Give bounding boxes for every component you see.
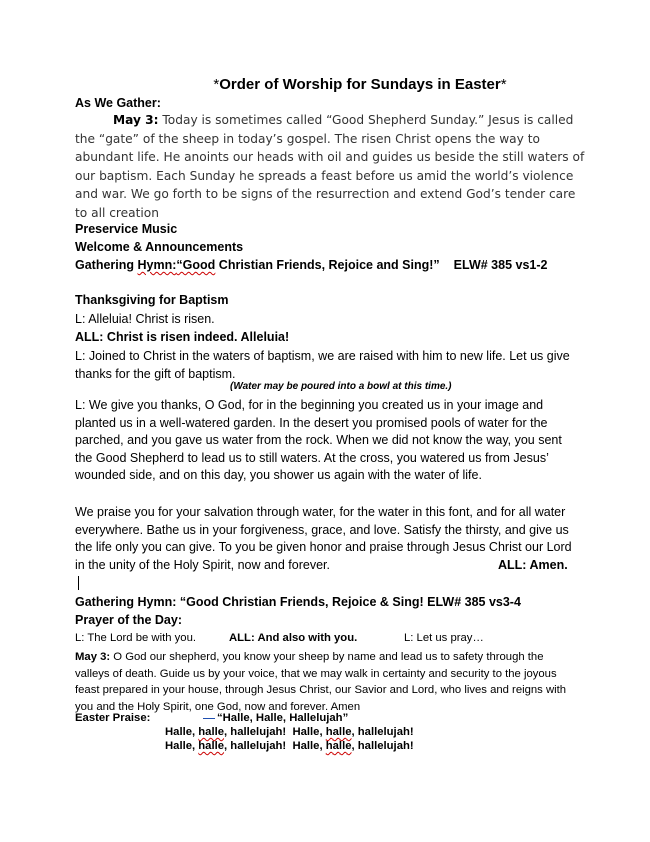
all-response-1: ALL: Christ is risen indeed. Alleluia!	[75, 330, 290, 344]
easter-praise-label: Easter Praise:	[75, 712, 151, 724]
leader-let-us-pray: L: Let us pray…	[404, 632, 484, 644]
all-greeting-response: ALL: And also with you.	[229, 632, 358, 644]
gathering-hymn-2: Gathering Hymn: “Good Christian Friends, Rejoice & Sing! ELW# 385 vs3-4	[75, 595, 521, 609]
leader-greeting: L: The Lord be with you.	[75, 632, 196, 644]
leader-line-1: L: Alleluia! Christ is risen.	[75, 312, 215, 326]
easter-praise-line-2: Halle, halle, hallelujah! Halle, halle, hallelujah!	[165, 740, 414, 752]
text-cursor	[78, 576, 79, 590]
leader-line-2: L: Joined to Christ in the waters of baptism, we are raised with him to new life. Let us give thanks for the gift of baptism.	[75, 349, 570, 381]
preservice-music-heading: Preservice Music	[75, 222, 178, 236]
easter-praise-line-1: Halle, halle, hallelujah! Halle, halle, hallelujah!	[165, 726, 414, 738]
welcome-heading: Welcome & Announcements	[75, 240, 244, 254]
thanksgiving-heading: Thanksgiving for Baptism	[75, 293, 229, 307]
prayer-paragraph: May 3: O God our shepherd, you know your sheep by name and lead us to safety through the valleys of death. Guide us by your voice, that we may walk in certainty and security to the joyous feast prepared in your house, through Jesus Christ, our Savior and Lord, who lives and reigns with you and the Holy Spirit, one God, now and forever. Amen	[75, 651, 567, 713]
as-we-gather-heading: As We Gather:	[75, 96, 161, 110]
water-note: (Water may be poured into a bowl at this time.)	[230, 381, 452, 392]
all-amen: ALL: Amen.	[498, 558, 568, 572]
easter-praise-title: “Halle, Halle, Hallelujah”	[203, 712, 348, 724]
praise-paragraph: We praise you for your salvation through water, for the water in this font, and for all water everywhere. Bathe us in your forgiveness, grace, and love. Satisfy the thirsty, and give us the life only you can give. To you be given honor and praise through Jesus Christ our Lord in the unity of the Holy Spirit, now and forever.	[75, 505, 572, 572]
prayer-of-day-heading: Prayer of the Day:	[75, 613, 182, 627]
document-title: *Order of Worship for Sundays in Easter*	[213, 76, 507, 93]
underline-mark	[203, 718, 215, 719]
as-we-gather-paragraph: May 3: Today is sometimes called “Good Shepherd Sunday.” Jesus is called the “gate” of the sheep in today’s gospel. The risen Christ opens the way to abundant life. He anoints our heads with oil and guides us beside the still waters of our baptism. Each Sunday he spreads a feast before us amid the world’s violence and war. We go forth to be signs of the resurrection and extend God’s tender care to all creation	[75, 113, 585, 220]
leader-thanksgiving-paragraph: L: We give you thanks, O God, for in the beginning you created us in your image and planted us in a well-watered garden. In the desert you promised pools of water for the parched, and you gave us water from the rock. When we did not know the way, you sent the Good Shepherd to lead us to still waters. At the cross, you watered us from Jesus’ wounded side, and on this day, you shower us again with the water of life.	[75, 398, 562, 483]
gathering-hymn-1: Gathering Hymn:“Good Christian Friends, Rejoice and Sing!” ELW# 385 vs1-2	[75, 258, 548, 272]
